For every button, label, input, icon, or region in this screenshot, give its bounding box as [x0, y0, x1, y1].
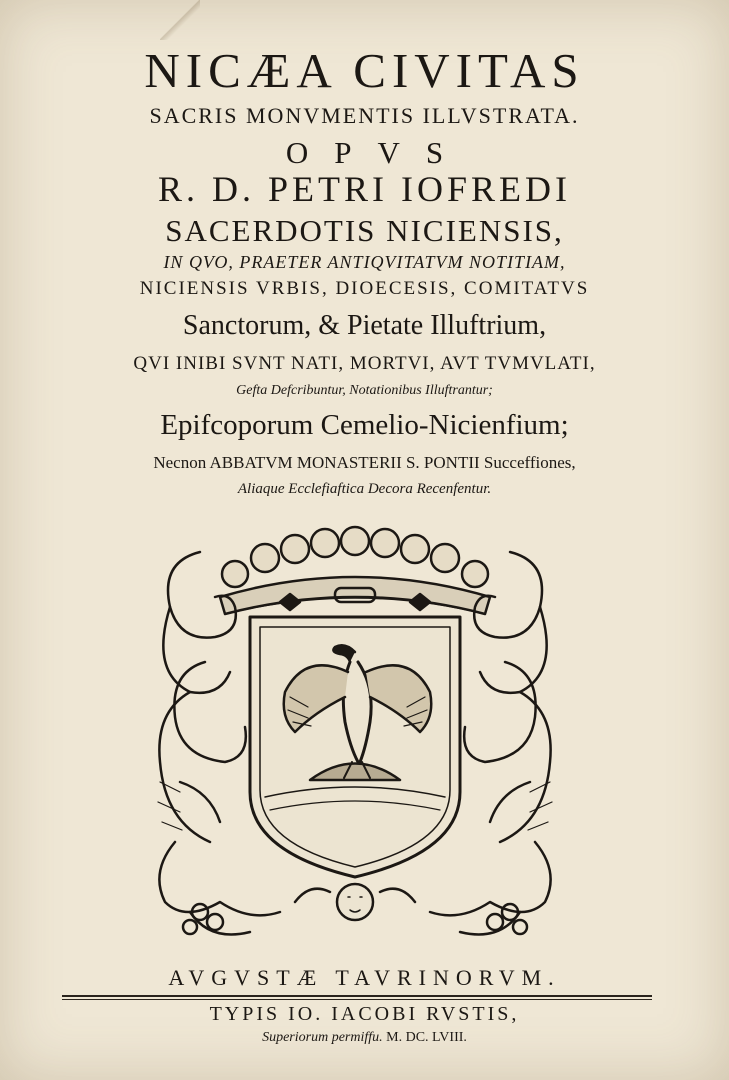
imprint-permission: Superiorum permiffu. — [262, 1030, 383, 1045]
description-line-4: QVI INIBI SVNT NATI, MORTVI, AVT TVMVLATI, — [133, 353, 596, 374]
page-corner-fold — [160, 0, 200, 40]
imprint-rule-thick — [62, 995, 652, 997]
main-title: NICÆA CIVITAS — [144, 43, 585, 98]
imprint-city: AVGVSTÆ TAVRINORVM. — [168, 965, 561, 990]
description-line-2: NICIENSIS VRBIS, DIOECESIS, COMITATVS — [139, 278, 590, 299]
description-line-3: Sanctorum, & Pietate Illuftrium, — [182, 310, 547, 341]
imprint-permission-line — [0, 1030, 729, 1046]
opus-label: OPVS — [285, 135, 470, 170]
imprint-printer: TYPIS IO. IACOBI RVSTIS, — [209, 1003, 520, 1025]
description-line-1: IN QVO, PRAETER ANTIQVITATVM NOTITIAM, — [163, 252, 566, 272]
subtitle: SACRIS MONVMENTIS ILLVSTRATA. — [149, 103, 580, 128]
description-line-6: Epifcoporum Cemelio-Nicienfium; — [160, 409, 569, 441]
imprint-year: M. DC. LVIII. — [386, 1030, 467, 1045]
description-line-5: Gefta Defcribuntur, Notationibus Illuftrantur; — [236, 383, 493, 398]
description-line-7: Necnon ABBATVM MONASTERII S. PONTII Succeffiones, — [153, 453, 576, 472]
imprint-rule-thin — [62, 999, 652, 1000]
author-title: SACERDOTIS NICIENSIS, — [165, 213, 564, 248]
author-name: R. D. PETRI IOFREDI — [157, 169, 571, 209]
description-line-8: Aliaque Ecclefiaftica Decora Recenfentur. — [237, 481, 492, 497]
coat-of-arms-eagle-icon — [130, 522, 580, 952]
